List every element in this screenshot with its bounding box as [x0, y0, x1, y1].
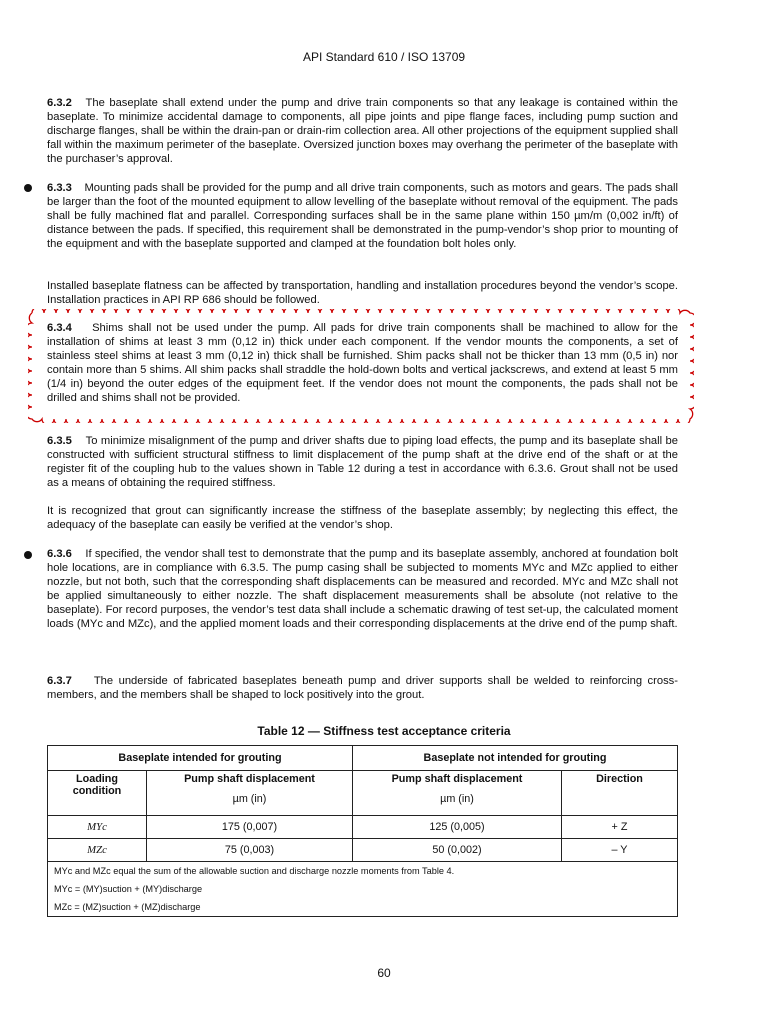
clause-text: If specified, the vendor shall test to demonstrate that the pump and its baseplate assembly, anchored at foundation bolt hole locations, are in compliance with 6.3.5. The pump casing shall be subjected to moments MYc and MZc applied to either nozzle, but not both, such that the corresponding shaft displacements can be measured and recorded. MYc and MZc shall not be applied simultaneously to either nozzle. The shaft displacement measurements shall be absolute (not relative to the baseplate). For record purposes, the vendor’s test data shall include a schematic drawing of test set-up, the calculated moment loads (MYc and MZc), and the applied moment loads and their corresponding displacements at the drive end of the pump shaft.	[47, 548, 679, 631]
note-paragraph	[47, 504, 678, 532]
running-header: API Standard 610 / ISO 13709	[302, 50, 466, 64]
table-row	[48, 839, 678, 862]
clause-text: To minimize misalignment of the pump and driver shafts due to piping load effects, the pump and its baseplate shall be constructed with sufficient structural stiffness to limit displacement of the pump shaft at the drive end of the shaft or at the register fit of the coupling hub to the values shown in Table 12 during a test in accordance with 6.3.6. Grout shall not be used as a means of obtaining the required stiffness.	[47, 435, 678, 490]
note-paragraph	[47, 279, 678, 307]
direction-cell: + Z	[562, 816, 678, 839]
table-column-header-row	[48, 771, 678, 816]
table-note: MZc = (MZ)suction + (MZ)discharge	[54, 902, 201, 912]
table-note: MYc and MZc equal the sum of the allowable suction and discharge nozzle moments from Table 4.	[54, 866, 455, 876]
clause-6-3-5	[47, 434, 678, 490]
page-number: 60	[377, 966, 391, 980]
table-notes	[48, 862, 678, 917]
clause-text: The underside of fabricated baseplates beneath pump and driver supports shall be welded to reinforcing cross-members, and the members shall be shaped to lock positively into the grout.	[47, 675, 679, 702]
col-header-direction: Direction	[562, 771, 678, 816]
clause-number: 6.3.2	[47, 97, 72, 109]
col-header-displacement-not-grouted: Pump shaft displacement µm (in)	[353, 771, 562, 816]
col-header-displacement-grouted: Pump shaft displacement µm (in)	[147, 771, 353, 816]
clause-number: 6.3.6	[47, 548, 72, 560]
clause-number: 6.3.4	[47, 322, 72, 334]
bullet-marker	[24, 551, 32, 559]
note-text: Installed baseplate flatness can be affected by transportation, handling and installation procedures beyond the vendor’s scope. Installation practices in API RP 686 should be followed.	[47, 280, 678, 307]
clause-text: Shims shall not be used under the pump. All pads for drive train components shall be machined to allow for the installation of shims at least 3 mm (0,12 in) thick under each component. If the vendor mounts the components, a set of stainless steel shims at least 3 mm (0,12 in) thick shall be furnished. Shim packs shall not be thicker than 13 mm (0,5 in) nor contain more than 5 shims. All shim packs shall straddle the hold-down bolts and vertical jackscrews, and extend at least 5 mm (1/4 in) beyond the outer edges of the equipment feet. If the vendor does not mount the components, the pads shall not be drilled and shims shall not be provided.	[47, 322, 678, 405]
table-group-header-row	[48, 746, 678, 771]
clause-6-3-2	[47, 96, 678, 166]
clause-number: 6.3.5	[47, 435, 72, 447]
table-note: MYc = (MY)suction + (MY)discharge	[54, 884, 203, 894]
clause-text: Mounting pads shall be provided for the pump and all drive train components, such as motors and gears. The pads shall be larger than the foot of the mounted equipment to allow levelling of the baseplate without removal of the equipment. The pads shall be fully machined flat and parallel. Corresponding surfaces shall be in the same plane within 150 µm/m (0,002 in/ft) of distance between the pads. If specified, this requirement shall be demonstrated in the pump-vendor’s shop prior to mounting of the equipment and with the baseplate supported and clamped at the foundation bolt holes only.	[47, 182, 679, 251]
direction-cell: – Y	[562, 839, 678, 862]
unit-label: µm (in)	[232, 793, 267, 805]
clause-6-3-3	[47, 181, 678, 251]
clause-number: 6.3.3	[47, 182, 72, 194]
bullet-marker	[24, 184, 32, 192]
clause-6-3-6	[47, 547, 678, 632]
group-header-grouted: Baseplate intended for grouting	[48, 746, 353, 771]
unit-label: µm (in)	[440, 793, 474, 805]
clause-6-3-7	[47, 674, 678, 702]
displacement-not-grouted-cell: 125 (0,005)	[353, 816, 562, 839]
clause-number: 6.3.7	[47, 675, 72, 687]
table-notes-row	[48, 862, 678, 917]
loading-condition-cell: MZc	[48, 839, 147, 862]
group-header-not-grouted: Baseplate not intended for grouting	[353, 746, 678, 771]
col-header-loading-condition: Loading condition	[48, 771, 147, 816]
displacement-grouted-cell: 75 (0,003)	[147, 839, 353, 862]
displacement-grouted-cell: 175 (0,007)	[147, 816, 353, 839]
displacement-not-grouted-cell: 50 (0,002)	[353, 839, 562, 862]
table-row	[48, 816, 678, 839]
loading-condition-cell: MYc	[48, 816, 147, 839]
clause-text: The baseplate shall extend under the pump and drive train components so that any leakage is contained within the baseplate. To minimize accidental damage to components, all pipe joints and pipe flange faces, including pump suction and discharge flanges, shall be within the drain-pan or drain-rim collection area. All other projections of the equipment supplied shall fall within the maximum perimeter of the baseplate. Oversized junction boxes may overhang the perimeter of the baseplate with the purchaser’s approval.	[47, 97, 678, 166]
clause-6-3-4	[47, 321, 678, 406]
note-text: It is recognized that grout can significantly increase the stiffness of the baseplate assembly; by neglecting this effect, the adequacy of the baseplate can easily be verified at the vendor’s shop.	[47, 505, 678, 532]
table-caption: Table 12 — Stiffness test acceptance criteria	[257, 724, 511, 738]
stiffness-table	[47, 745, 678, 917]
